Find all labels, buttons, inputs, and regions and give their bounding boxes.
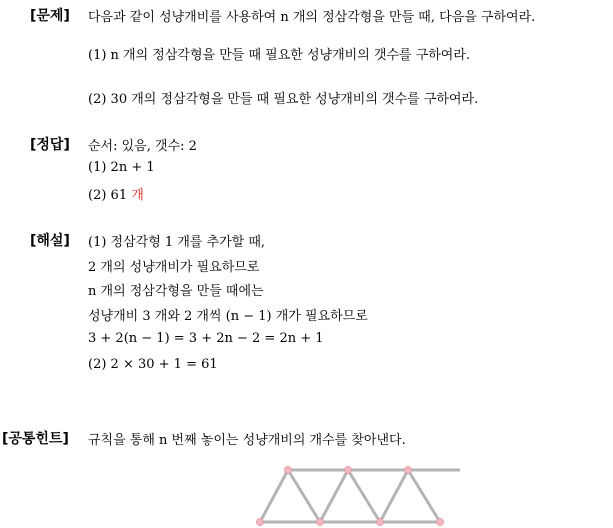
matchstick-head <box>344 466 351 473</box>
answer-line-0: 순서: 있음, 갯수: 2 <box>88 139 197 154</box>
explanation-line: (2) 2 × 30 + 1 = 61 <box>88 357 218 372</box>
matchstick-head <box>376 518 383 525</box>
explanation-line: n 개의 정삼각형을 만들 때에는 <box>88 284 264 299</box>
problem-tag: [문제] <box>30 8 70 24</box>
matchstick-head <box>436 518 443 525</box>
matchstick <box>348 470 380 522</box>
answer-line-1: (1) 2n + 1 <box>88 160 155 175</box>
explanation-tag: [해설] <box>30 233 70 249</box>
explanation-line: (1) 정삼각형 1 개를 추가할 때, <box>88 235 266 250</box>
matchstick-triangles-figure <box>240 462 460 528</box>
explanation-line: 성냥개비 3 개와 2 개씩 (n − 1) 개가 필요하므로 <box>88 309 368 324</box>
answer-tag: [정답] <box>30 137 70 153</box>
matchstick <box>320 470 348 522</box>
matchstick-head <box>316 518 323 525</box>
matchstick <box>260 470 288 522</box>
matchstick-head <box>256 518 263 525</box>
answer-line-2 <box>88 184 144 203</box>
explanation-line: 3 + 2(n − 1) = 3 + 2n − 2 = 2n + 1 <box>88 331 324 346</box>
problem-question-2: (2) 30 개의 정삼각형을 만들 때 필요한 성냥개비의 갯수를 구하여라. <box>88 92 479 107</box>
explanation-line: 2 개의 성냥개비가 필요하므로 <box>88 260 260 275</box>
answer-line-2-number: (2) 61 <box>88 188 128 203</box>
matchstick <box>408 470 440 522</box>
matchstick-head <box>404 466 411 473</box>
matchstick <box>380 470 408 522</box>
answer-line-2-unit: 개 <box>131 188 144 203</box>
hint-text: 규칙을 통해 n 번째 놓이는 성냥개비의 개수를 찾아낸다. <box>88 433 406 448</box>
hint-tag: [공통힌트] <box>2 431 69 447</box>
problem-question-1: (1) n 개의 정삼각형을 만들 때 필요한 성냥개비의 갯수를 구하여라. <box>88 48 471 63</box>
problem-text: 다음과 같이 성냥개비를 사용하여 n 개의 정삼각형을 만들 때, 다음을 구하여라. <box>88 10 536 25</box>
matchstick-head <box>284 466 291 473</box>
matchstick <box>288 470 320 522</box>
